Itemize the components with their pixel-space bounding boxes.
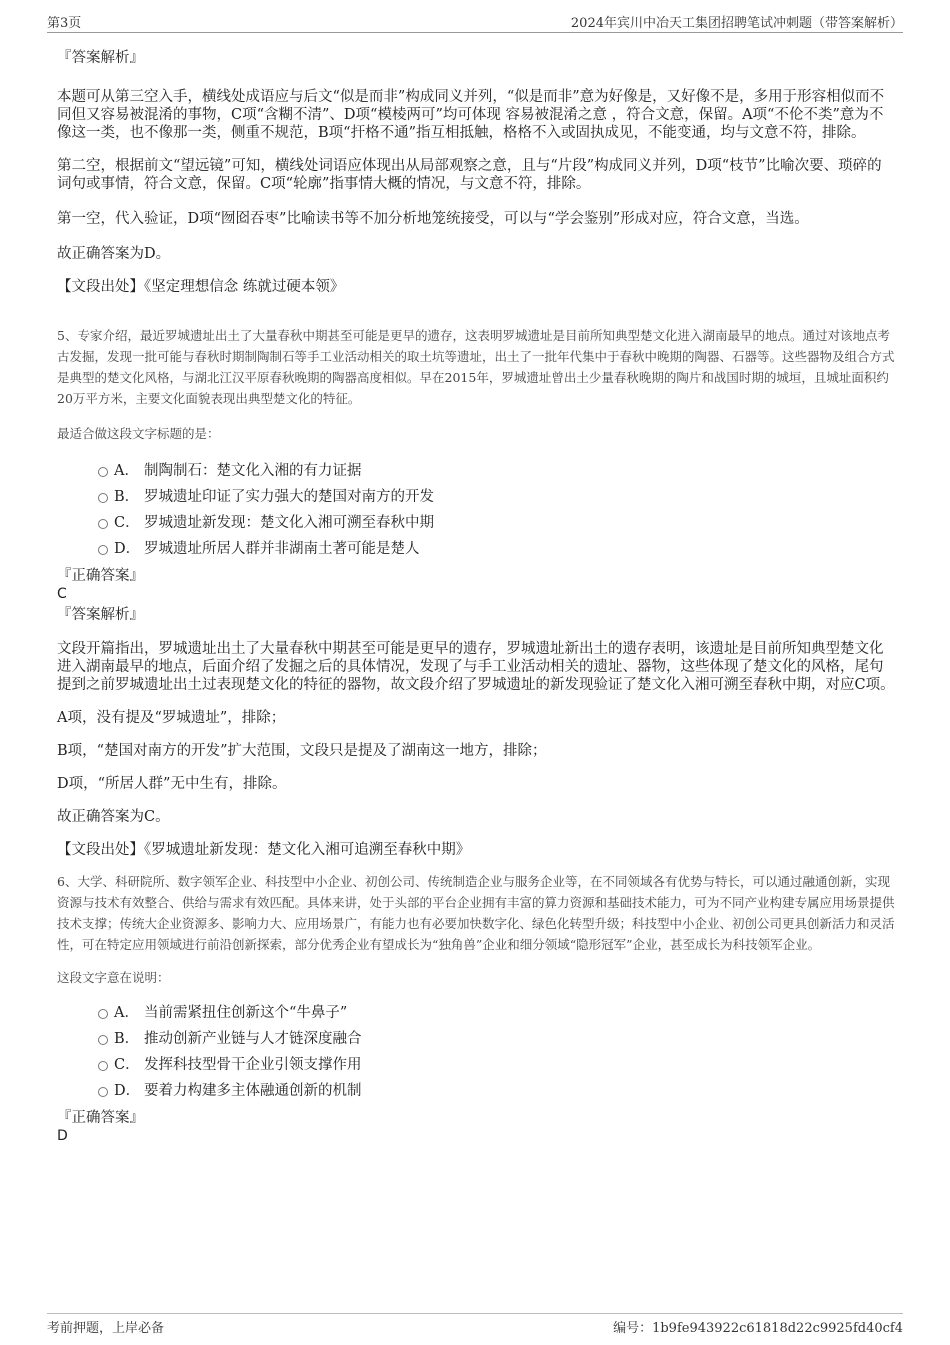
option-letter: A． (114, 463, 139, 479)
option-text: 要着力构建多主体融通创新的机制 (144, 1083, 362, 1099)
analysis-paragraph: 文段开篇指出，罗城遗址出土了大量春秋中期甚至可能是更早的遗存，罗城遗址新出土的遗存表明，该遗址是目前所知典型楚文化进入湖南最早的地点，后面介绍了发掘之后的具体情况，发现了与手工业活动相关的遗址、器物，这些体现了楚文化的风格，尾句提到之前罗城遗址出土过表现楚文化的特征的器物，故文段介绍了罗城遗址的新发现验证了楚文化入湘可溯至春秋中期，对应C项。 (57, 641, 895, 693)
correct-answer: D (57, 1128, 68, 1144)
option-text: 罗城遗址印证了实力强大的楚国对南方的开发 (144, 489, 434, 505)
radio-icon[interactable] (98, 467, 108, 477)
option-list (57, 458, 895, 562)
radio-icon[interactable] (98, 519, 108, 529)
option-a[interactable] (57, 1000, 895, 1026)
analysis-paragraph: 第一空，代入验证，D项“囫囵吞枣”比喻读书等不加分析地笼统接受，可以与“学会鉴别”形成对应，符合文意，当选。 (57, 211, 809, 227)
option-letter: C． (114, 1057, 140, 1073)
option-letter: B． (114, 1031, 140, 1047)
radio-icon[interactable] (98, 493, 108, 503)
footer-slogan: 考前押题，上岸必备 (47, 1321, 165, 1336)
option-letter: B． (114, 489, 140, 505)
option-letter: A． (114, 1005, 139, 1021)
option-a[interactable] (57, 458, 895, 484)
option-list (57, 1000, 895, 1104)
radio-icon[interactable] (98, 545, 108, 555)
answer-label: 『正确答案』 (57, 568, 144, 584)
option-text: 发挥科技型骨干企业引领支撑作用 (144, 1057, 362, 1073)
option-text: 推动创新产业链与人才链深度融合 (144, 1031, 362, 1047)
option-b[interactable] (57, 484, 895, 510)
question-text: 6、大学、科研院所、数字领军企业、科技型中小企业、初创公司、传统制造企业与服务企业等，在不同领域各有优势与特长，可以通过融通创新，实现资源与技术有效整合、供给与需求有效匹配。具体来讲，处于头部的平台企业拥有丰富的算力资源和基础技术能力，可为不同产业构建专属应用场景提供技术支撑；传统大企业资源多、影响力大、应用场景广，有能力也有必要加快数字化、绿色化转型升级；科技型中小企业、初创公司更具创新活力和灵活性，可在特定应用领域进行前沿创新探索，部分优秀企业有望成长为“独角兽”企业和细分领域“隐形冠军”企业，甚至成长为科技领军企业。 (57, 874, 895, 952)
source-citation: 【文段出处】《罗城遗址新发现：楚文化入湘可追溯至春秋中期》 (57, 842, 471, 858)
option-text: 制陶制石：楚文化入湘的有力证据 (144, 463, 362, 479)
radio-icon[interactable] (98, 1087, 108, 1097)
option-d[interactable] (57, 1078, 895, 1104)
analysis-paragraph: D项，“所居人群”无中生有，排除。 (57, 776, 287, 792)
analysis-conclusion: 故正确答案为D。 (57, 246, 171, 262)
question-prompt: 这段文字意在说明： (57, 970, 170, 985)
page-footer (47, 1313, 903, 1336)
source-citation: 【文段出处】《坚定理想信念 练就过硬本领》 (57, 279, 345, 295)
analysis-conclusion: 故正确答案为C。 (57, 809, 170, 825)
option-letter: D． (114, 1083, 141, 1099)
radio-icon[interactable] (98, 1009, 108, 1019)
analysis-label: 『答案解析』 (57, 607, 144, 623)
page-number: 第3页 (47, 16, 82, 31)
analysis-label: 『答案解析』 (57, 50, 144, 66)
question-text: 5、专家介绍，最近罗城遗址出土了大量春秋中期甚至可能是更早的遗存，这表明罗城遗址是目前所知典型楚文化进入湖南最早的地点。通过对该地点考古发掘，发现一批可能与春秋时期制陶制石等手工业活动相关的取土坑等遗址，出土了一批年代集中于春秋中晚期的陶器、石器等。这些器物及组合方式是典型的楚文化风格，与湖北江汉平原春秋晚期的陶器高度相似。早在2015年，罗城遗址曾出土少量春秋晚期的陶片和战国时期的城垣，且城址面积约20万平方米，主要文化面貌表现出典型楚文化的特征。 (57, 328, 895, 406)
page-content (57, 40, 895, 1144)
option-text: 罗城遗址新发现：楚文化入湘可溯至春秋中期 (144, 515, 434, 531)
question-prompt: 最适合做这段文字标题的是： (57, 426, 220, 441)
analysis-paragraph: A项，没有提及“罗城遗址”，排除； (57, 710, 286, 726)
analysis-paragraph: 本题可从第三空入手，横线处成语应与后文“似是而非”构成同义并列，“似是而非”意为好像是，又好像不是，多用于形容相似而不同但又容易被混淆的事物，C项“含糊不清”、D项“模棱两可”均可体现 容易被混淆之意 ，符合文意，保留。A项“不伦不类”意为不像这一类，也不像那一类，侧重不规范，B项“扞格不通”指互相抵触，格格不入或固执成见，不能变通，均与文意不符，排除。 (57, 89, 885, 141)
radio-icon[interactable] (98, 1061, 108, 1071)
document-title: 2024年宾川中冶天工集团招聘笔试冲刺题（带答案解析） (570, 16, 903, 31)
correct-answer: C (57, 586, 67, 602)
analysis-paragraph: B项，“楚国对南方的开发”扩大范围，文段只是提及了湖南这一地方，排除； (57, 743, 547, 759)
analysis-paragraph: 第二空，根据前文“望远镜”可知，横线处词语应体现出从局部观察之意，且与“片段”构成同义并列，D项“枝节”比喻次要、琐碎的词句或事情，符合文意，保留。C项“轮廓”指事情大概的情况，与文意不符，排除。 (57, 158, 882, 192)
answer-label: 『正确答案』 (57, 1110, 144, 1126)
option-c[interactable] (57, 1052, 895, 1078)
document-id: 编号：1b9fe943922c61818d22c9925fd40cf4 (613, 1321, 903, 1336)
option-d[interactable] (57, 536, 895, 562)
radio-icon[interactable] (98, 1035, 108, 1045)
option-letter: C． (114, 515, 140, 531)
option-b[interactable] (57, 1026, 895, 1052)
option-text: 罗城遗址所居人群并非湖南土著可能是楚人 (144, 541, 420, 557)
option-letter: D． (114, 541, 141, 557)
option-c[interactable] (57, 510, 895, 536)
page-header (47, 10, 903, 33)
option-text: 当前需紧扭住创新这个“牛鼻子” (144, 1005, 348, 1021)
